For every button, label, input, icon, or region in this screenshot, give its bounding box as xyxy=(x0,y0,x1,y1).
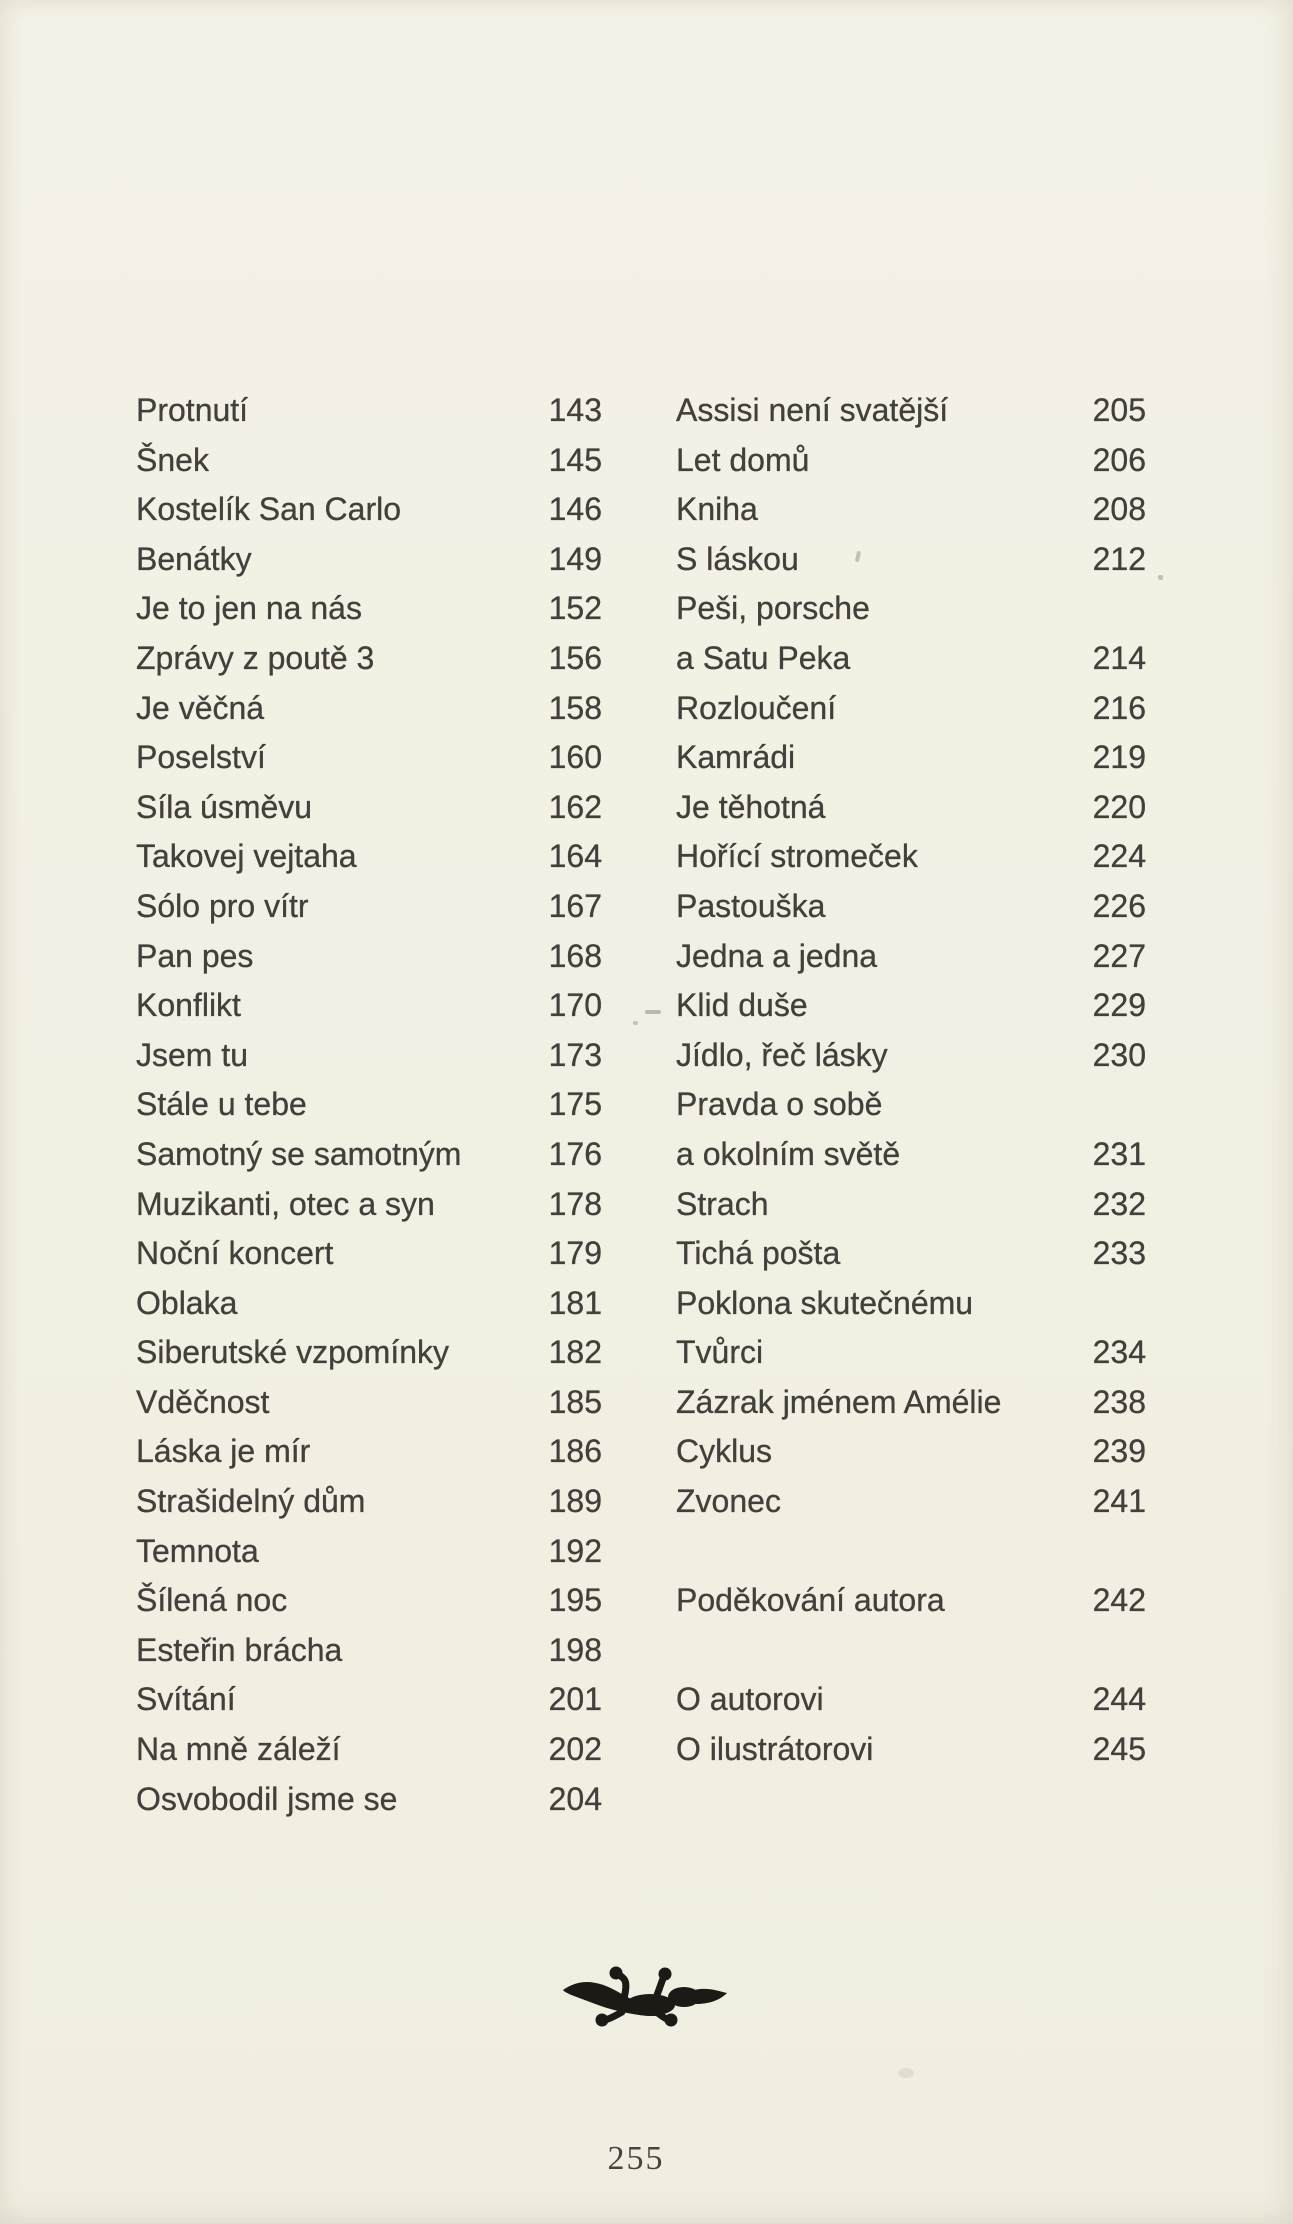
toc-entry-title: a Satu Peka xyxy=(676,639,851,676)
toc-entry-title: Poselství xyxy=(136,739,266,776)
toc-entry-page: 242 xyxy=(1092,1582,1146,1619)
toc-entry-title: Konflikt xyxy=(136,987,241,1024)
toc-entry-title: Láska je mír xyxy=(136,1433,311,1470)
toc-entry-page: 145 xyxy=(548,441,602,478)
toc-row xyxy=(676,1725,1146,1775)
toc-entry-title: Osvobodil jsme se xyxy=(136,1780,398,1817)
toc-entry-title: Strach xyxy=(676,1185,769,1222)
toc-entry-page: 149 xyxy=(548,540,602,577)
toc-entry-page: 195 xyxy=(548,1582,602,1619)
toc-row xyxy=(676,981,1146,1031)
toc-row xyxy=(136,1180,602,1230)
toc-entry-page: 229 xyxy=(1092,987,1146,1024)
toc-row xyxy=(136,684,602,734)
toc-row xyxy=(676,1031,1146,1081)
toc-entry-page: 232 xyxy=(1092,1185,1146,1222)
toc-entry-page: 230 xyxy=(1092,1036,1146,1073)
toc-entry-title: Strašidelný dům xyxy=(136,1483,366,1520)
toc-entry-page: 168 xyxy=(548,937,602,974)
toc-entry-title: Cyklus xyxy=(676,1433,773,1470)
toc-row xyxy=(136,1031,602,1081)
toc-entry-page: 212 xyxy=(1092,540,1146,577)
toc-row xyxy=(136,1675,602,1725)
toc-column-right xyxy=(676,386,1146,1824)
toc-entry-page: 156 xyxy=(548,639,602,676)
toc-row xyxy=(136,386,602,436)
toc-entry-page: 224 xyxy=(1092,838,1146,875)
toc-entry-title: Klid duše xyxy=(676,987,808,1024)
toc-entry-title: Síla úsměvu xyxy=(136,788,313,825)
toc-entry-page: 205 xyxy=(1092,392,1146,428)
toc-entry-title: Kostelík San Carlo xyxy=(136,491,402,528)
toc-entry-title: Pastouška xyxy=(676,887,826,924)
toc-entry-title: Tichá pošta xyxy=(676,1235,841,1272)
toc-entry-page: 245 xyxy=(1092,1731,1146,1768)
toc-entry-page: 179 xyxy=(548,1235,602,1272)
toc-row xyxy=(136,584,602,634)
toc-entry-title: Svítání xyxy=(136,1681,236,1718)
toc-entry-page: 182 xyxy=(548,1334,602,1371)
toc-entry-page: 164 xyxy=(548,838,602,875)
toc-entry-title: Je věčná xyxy=(136,689,265,726)
toc-entry-page: 233 xyxy=(1092,1235,1146,1272)
toc-row xyxy=(676,1328,1146,1378)
toc-entry-page: 241 xyxy=(1092,1483,1146,1520)
toc-column-left xyxy=(136,386,602,1824)
toc-row xyxy=(676,1279,1146,1329)
toc-entry-title: Rozloučení xyxy=(676,689,837,726)
toc-row xyxy=(676,1477,1146,1527)
toc-entry-page: 170 xyxy=(548,987,602,1024)
toc-row xyxy=(676,1130,1146,1180)
toc-entry-title: Pravda o sobě xyxy=(676,1086,883,1123)
toc-entry-page: 160 xyxy=(548,739,602,776)
toc-entry-page: 206 xyxy=(1092,441,1146,478)
toc-row xyxy=(676,932,1146,982)
toc-row xyxy=(136,981,602,1031)
toc-entry-title: O ilustrátorovi xyxy=(676,1731,874,1768)
toc-row xyxy=(676,1180,1146,1230)
toc-row xyxy=(136,1477,602,1527)
toc-entry-title: Tvůrci xyxy=(676,1334,764,1371)
toc-row xyxy=(136,1328,602,1378)
toc-entry-title: S láskou xyxy=(676,540,799,577)
toc-entry-page: 234 xyxy=(1092,1334,1146,1371)
toc-entry-title: Esteřin brácha xyxy=(136,1631,343,1668)
toc-entry-page: 201 xyxy=(548,1681,602,1718)
lizard-ornament-icon xyxy=(560,1960,730,2030)
toc-entry-page: 227 xyxy=(1092,937,1146,974)
toc-entry-page: 214 xyxy=(1092,639,1146,676)
toc-entry-title: Stále u tebe xyxy=(136,1086,307,1123)
toc-row xyxy=(136,535,602,585)
toc-row xyxy=(136,882,602,932)
toc xyxy=(136,386,1146,1824)
toc-row xyxy=(136,1130,602,1180)
toc-row xyxy=(136,485,602,535)
toc-entry-title: Benátky xyxy=(136,540,252,577)
toc-entry-title: Jedna a jedna xyxy=(676,937,878,974)
toc-row xyxy=(676,386,1146,436)
toc-entry-title: Oblaka xyxy=(136,1284,238,1321)
toc-entry-page: 178 xyxy=(548,1185,602,1222)
toc-row xyxy=(676,436,1146,486)
toc-entry-title: Poděkování autora xyxy=(676,1582,945,1619)
toc-entry-page: 198 xyxy=(548,1631,602,1668)
toc-entry-page: 204 xyxy=(548,1780,602,1817)
toc-entry-page: 181 xyxy=(548,1284,602,1321)
toc-row xyxy=(676,733,1146,783)
toc-row xyxy=(676,1626,1146,1676)
toc-row xyxy=(676,832,1146,882)
toc-entry-title: Takovej vejtaha xyxy=(136,838,357,875)
toc-entry-page: 186 xyxy=(548,1433,602,1470)
toc-entry-page: 192 xyxy=(548,1532,602,1569)
toc-row xyxy=(676,535,1146,585)
toc-row xyxy=(676,1675,1146,1725)
toc-entry-title: Siberutské vzpomínky xyxy=(136,1334,450,1371)
toc-row xyxy=(136,1775,602,1825)
toc-entry-title: Peši, porsche xyxy=(676,590,870,627)
toc-row xyxy=(676,684,1146,734)
toc-row xyxy=(136,733,602,783)
toc-row xyxy=(676,1527,1146,1577)
toc-entry-title: Kniha xyxy=(676,491,758,528)
toc-entry-title: Pan pes xyxy=(136,937,254,974)
toc-row xyxy=(136,1378,602,1428)
toc-entry-title: Je těhotná xyxy=(676,788,826,825)
toc-entry-title: Temnota xyxy=(136,1532,259,1569)
toc-entry-page: 158 xyxy=(548,689,602,726)
toc-entry-page: 185 xyxy=(548,1383,602,1420)
toc-entry-page: 202 xyxy=(548,1731,602,1768)
toc-entry-title: a okolním světě xyxy=(676,1135,901,1172)
toc-entry-page: 239 xyxy=(1092,1433,1146,1470)
toc-entry-page: 176 xyxy=(548,1135,602,1172)
toc-row xyxy=(136,783,602,833)
toc-entry-page: 231 xyxy=(1092,1135,1146,1172)
toc-row xyxy=(136,1527,602,1577)
toc-entry-title: Hořící stromeček xyxy=(676,838,918,875)
toc-row xyxy=(676,1080,1146,1130)
toc-row xyxy=(136,832,602,882)
toc-entry-page: 238 xyxy=(1092,1383,1146,1420)
toc-entry-page: 173 xyxy=(548,1036,602,1073)
toc-entry-title: Šnek xyxy=(136,441,209,478)
toc-entry-title: Je to jen na nás xyxy=(136,590,362,627)
toc-entry-title: Let domů xyxy=(676,441,810,478)
toc-entry-page: 152 xyxy=(548,590,602,627)
toc-entry-title: Poklona skutečnému xyxy=(676,1284,974,1321)
toc-entry-title: Muzikanti, otec a syn xyxy=(136,1185,435,1222)
toc-entry-title: Assisi není svatější xyxy=(676,392,949,428)
toc-entry-page: 189 xyxy=(548,1483,602,1520)
scan-artifact xyxy=(898,2068,914,2078)
toc-row xyxy=(676,584,1146,634)
toc-entry-page: 219 xyxy=(1092,739,1146,776)
toc-entry-title: O autorovi xyxy=(676,1681,824,1718)
toc-row xyxy=(676,485,1146,535)
toc-row xyxy=(136,1576,602,1626)
toc-entry-page: 175 xyxy=(548,1086,602,1123)
toc-entry-title: Jsem tu xyxy=(136,1036,249,1073)
toc-entry-title: Noční koncert xyxy=(136,1235,334,1272)
toc-entry-page: 216 xyxy=(1092,689,1146,726)
toc-entry-title: Zvonec xyxy=(676,1483,781,1520)
toc-row xyxy=(676,1229,1146,1279)
toc-entry-title: Samotný se samotným xyxy=(136,1135,462,1172)
toc-entry-page: 146 xyxy=(548,491,602,528)
toc-row xyxy=(676,1378,1146,1428)
toc-row xyxy=(676,634,1146,684)
toc-entry-title: Šílená noc xyxy=(136,1582,288,1619)
toc-row xyxy=(136,1626,602,1676)
toc-row xyxy=(136,634,602,684)
toc-row xyxy=(676,1576,1146,1626)
toc-entry-page: 244 xyxy=(1092,1681,1146,1718)
toc-row xyxy=(676,1427,1146,1477)
scan-artifact xyxy=(1158,575,1163,580)
toc-row xyxy=(136,1229,602,1279)
toc-entry-page: 162 xyxy=(548,788,602,825)
toc-entry-title: Jídlo, řeč lásky xyxy=(676,1036,888,1073)
toc-entry-title: Kamrádi xyxy=(676,739,796,776)
toc-row xyxy=(676,783,1146,833)
toc-row xyxy=(136,436,602,486)
toc-row xyxy=(136,932,602,982)
toc-row xyxy=(676,1775,1146,1825)
toc-entry-page: 167 xyxy=(548,887,602,924)
toc-entry-page: 226 xyxy=(1092,887,1146,924)
toc-row xyxy=(136,1725,602,1775)
toc-entry-title: Na mně záleží xyxy=(136,1731,341,1768)
toc-entry-title: Protnutí xyxy=(136,392,249,428)
toc-row xyxy=(676,882,1146,932)
toc-entry-title: Sólo pro vítr xyxy=(136,887,309,924)
page-number: 255 xyxy=(607,2140,665,2177)
toc-entry-page: 220 xyxy=(1092,788,1146,825)
toc-entry-page: 208 xyxy=(1092,491,1146,528)
toc-entry-title: Zázrak jménem Amélie xyxy=(676,1383,1002,1420)
toc-entry-page: 143 xyxy=(548,392,602,428)
toc-row xyxy=(136,1427,602,1477)
toc-row xyxy=(136,1080,602,1130)
toc-entry-title: Vděčnost xyxy=(136,1383,270,1420)
toc-row xyxy=(136,1279,602,1329)
toc-entry-title: Zprávy z poutě 3 xyxy=(136,639,375,676)
